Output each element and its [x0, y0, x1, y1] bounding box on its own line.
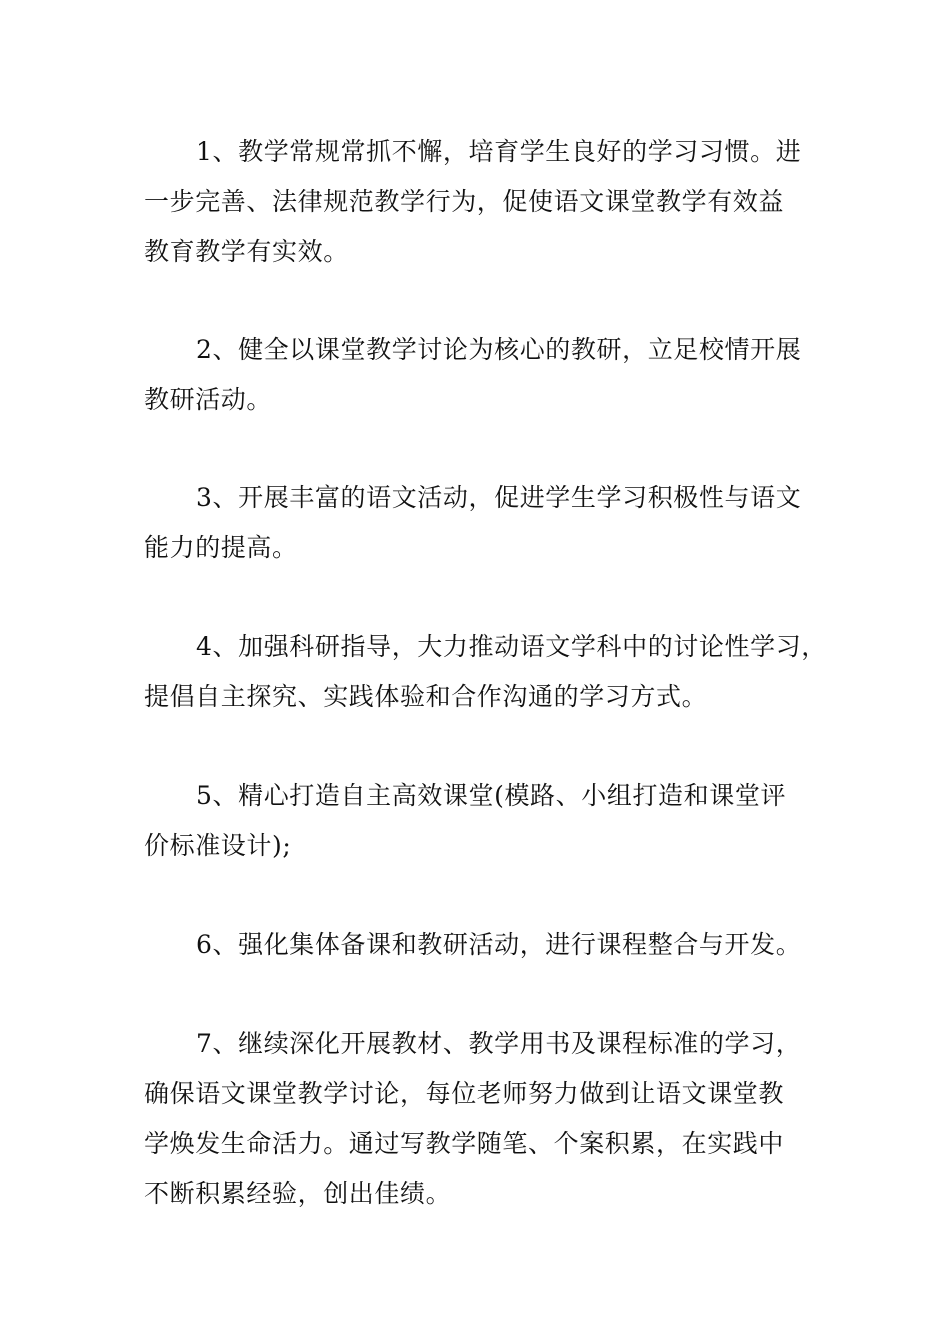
paragraph-line: 2、健全以课堂教学讨论为核心的教研，立足校情开展 [196, 335, 802, 364]
paragraph-7 [144, 1019, 809, 1219]
paragraph-line: 5、精心打造自主高效课堂(模路、小组打造和课堂评 [196, 781, 787, 810]
paragraph-line: 教研活动。 [144, 385, 273, 414]
paragraph-line: 3、开展丰富的语文活动，促进学生学习积极性与语文 [196, 483, 802, 512]
paragraph-5 [144, 771, 809, 871]
paragraph-line: 确保语文课堂教学讨论，每位老师努力做到让语文课堂教 [144, 1079, 785, 1108]
paragraph-2 [144, 325, 809, 425]
paragraph-1 [144, 127, 809, 277]
paragraph-line: 学焕发生命活力。通过写教学随笔、个案积累，在实践中 [144, 1129, 785, 1158]
paragraph-6 [144, 920, 809, 970]
paragraph-line: 1、教学常规常抓不懈，培育学生良好的学习习惯。进 [196, 137, 802, 166]
paragraph-line: 一步完善、法律规范教学行为，促使语文课堂教学有效益 [144, 187, 785, 216]
paragraph-line: 不断积累经验，创出佳绩。 [144, 1179, 452, 1208]
paragraph-4 [144, 622, 827, 722]
paragraph-line: 能力的提高。 [144, 533, 298, 562]
paragraph-line: 教育教学有实效。 [144, 237, 349, 266]
paragraph-line: 价标准设计); [144, 831, 292, 860]
paragraph-line: 6、强化集体备课和教研活动，进行课程整合与开发。 [196, 930, 802, 959]
paragraph-line: 4、加强科研指导，大力推动语文学科中的讨论性学习， [196, 632, 827, 661]
paragraph-line: 提倡自主探究、实践体验和合作沟通的学习方式。 [144, 682, 708, 711]
paragraph-3 [144, 473, 809, 573]
paragraph-line: 7、继续深化开展教材、教学用书及课程标准的学习， [196, 1029, 802, 1058]
